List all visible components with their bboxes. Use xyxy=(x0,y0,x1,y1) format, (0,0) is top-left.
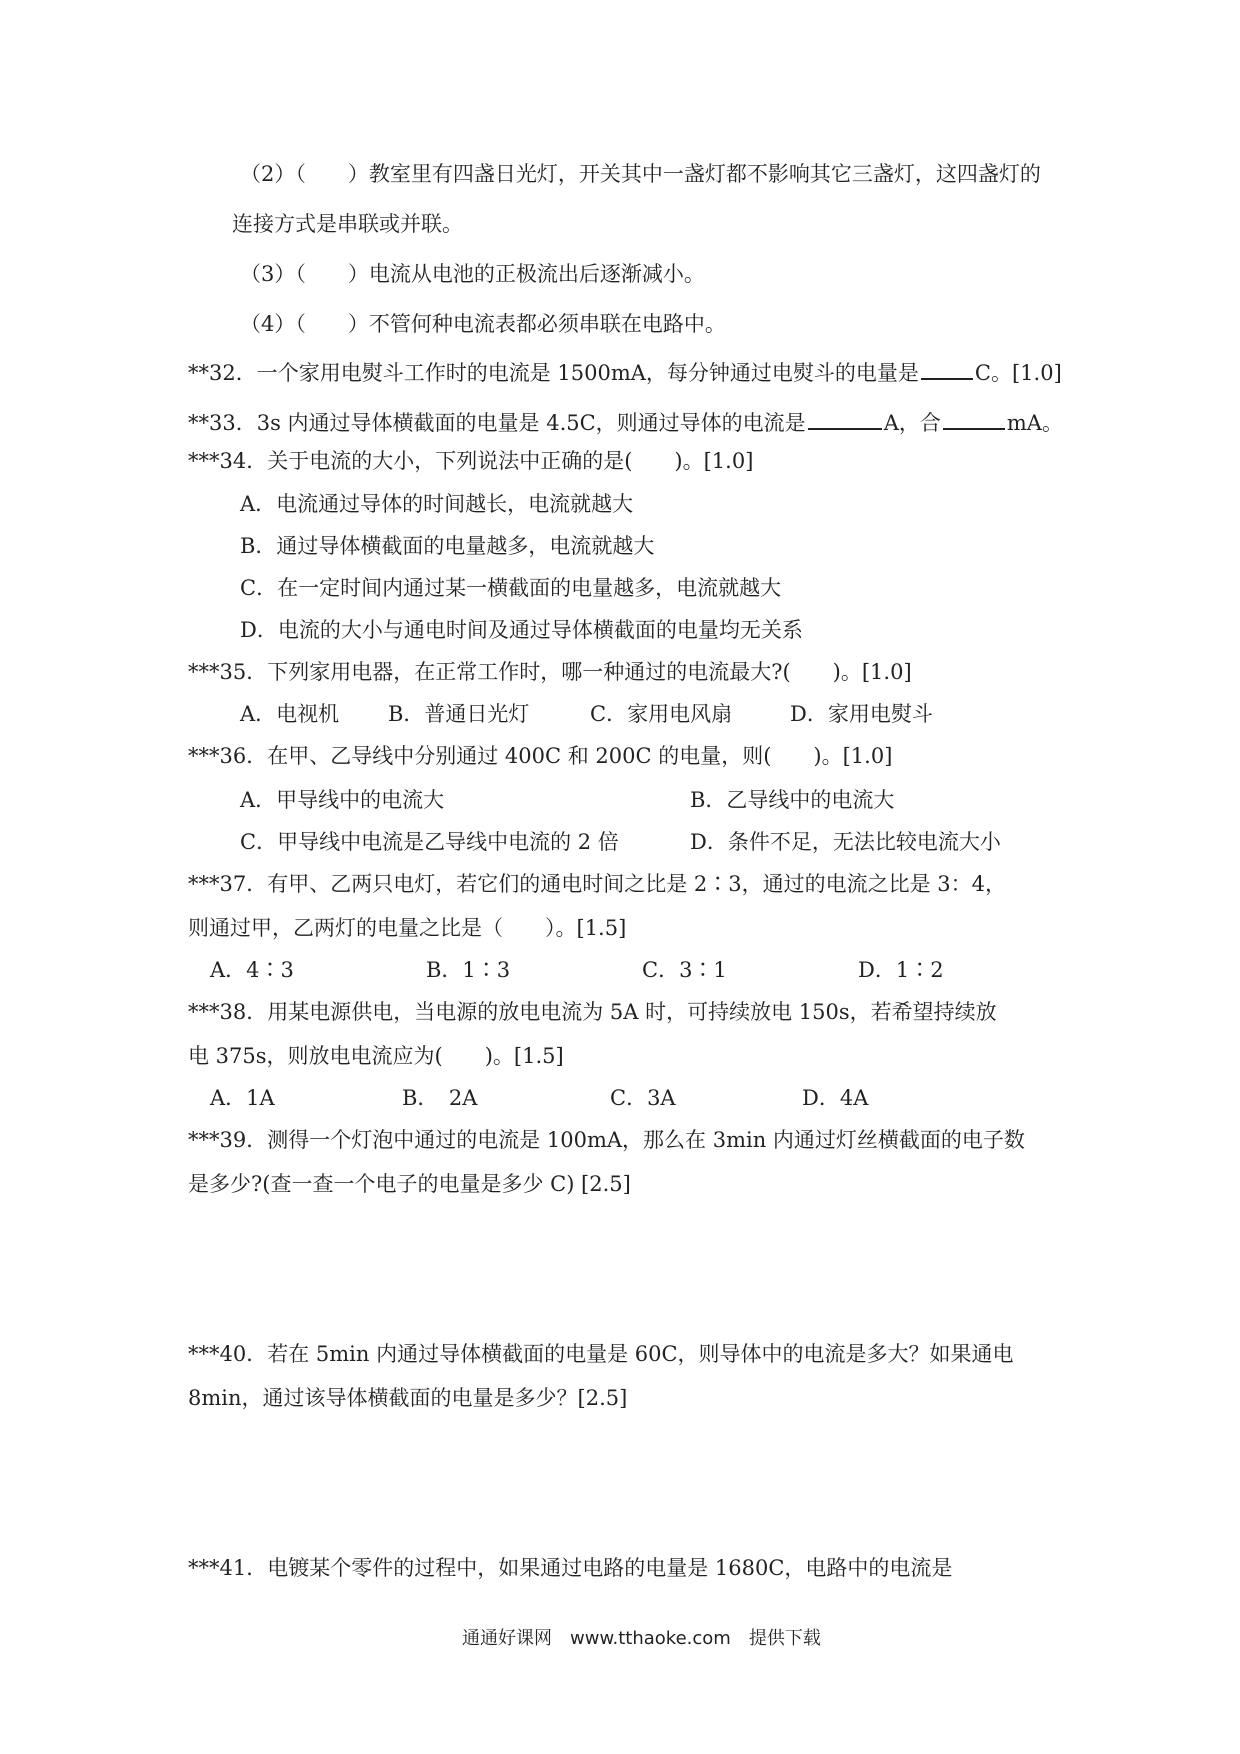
q32-answer-blank[interactable] xyxy=(921,358,973,380)
q35-stem: ***35．下列家用电器，在正常工作时，哪一种通过的电流最大?( )。[1.0] xyxy=(188,660,912,684)
q33-answer-blank-b[interactable] xyxy=(943,408,1005,430)
q38-stem-line1: ***38．用某电源供电，当电源的放电电流为 5A 时，可持续放电 150s，若希望持续放 xyxy=(188,1000,997,1024)
q38-option-b: B． 2A xyxy=(402,1086,478,1110)
q32-stem xyxy=(188,358,1062,387)
q34-option-d: D．电流的大小与通电时间及通过导体横截面的电量均无关系 xyxy=(240,618,803,642)
q39-stem-line1: ***39．测得一个灯泡中通过的电流是 100mA，那么在 3min 内通过灯丝横截面的电子数 xyxy=(188,1128,1025,1152)
q38-option-a: A．1A xyxy=(210,1086,275,1110)
q37-stem-line1: ***37．有甲、乙两只电灯，若它们的通电时间之比是 2∶3，通过的电流之比是 3：4， xyxy=(188,872,1007,896)
q31-item4: （4）（ ）不管何种电流表都必须串联在电路中。 xyxy=(240,312,726,336)
page-footer: 通通好课网 www.tthaoke.com 提供下载 xyxy=(462,1628,821,1649)
q36-option-b: B．乙导线中的电流大 xyxy=(690,788,895,812)
q36-stem: ***36．在甲、乙导线中分别通过 400C 和 200C 的电量，则( )。[1.0] xyxy=(188,744,893,768)
q33-text: **33．3s 内通过导体横截面的电量是 4.5C，则通过导体的电流是 xyxy=(188,411,806,435)
q33-mid: A，合 xyxy=(883,411,941,435)
q33-answer-blank-a[interactable] xyxy=(808,408,882,430)
q33-tail: mA。 xyxy=(1006,411,1063,435)
q37-option-c: C．3∶1 xyxy=(642,958,727,982)
q36-option-d: D．条件不足，无法比较电流大小 xyxy=(690,830,1001,854)
q36-option-a: A．甲导线中的电流大 xyxy=(240,788,445,812)
q38-option-d: D．4A xyxy=(802,1086,869,1110)
q39-stem-line2: 是多少?(查一查一个电子的电量是多少 C) [2.5] xyxy=(188,1172,631,1196)
q35-option-d: D．家用电熨斗 xyxy=(790,702,933,726)
q37-option-a: A．4∶3 xyxy=(210,958,294,982)
q40-stem-line1: ***40．若在 5min 内通过导体横截面的电量是 60C，则导体中的电流是多大？如果通电 xyxy=(188,1342,1014,1366)
q32-tail: C。[1.0] xyxy=(974,361,1062,385)
q34-option-b: B．通过导体横截面的电量越多，电流就越大 xyxy=(240,534,655,558)
q37-option-d: D．1∶2 xyxy=(858,958,944,982)
q35-option-b: B．普通日光灯 xyxy=(388,702,530,726)
q34-stem: ***34．关于电流的大小，下列说法中正确的是( )。[1.0] xyxy=(188,449,754,473)
q32-text: **32．一个家用电熨斗工作时的电流是 1500mA，每分钟通过电熨斗的电量是 xyxy=(188,361,919,385)
q31-item2-line2: 连接方式是串联或并联。 xyxy=(232,212,463,236)
q38-stem-line2: 电 375s，则放电电流应为( )。[1.5] xyxy=(188,1044,564,1068)
q35-option-a: A．电视机 xyxy=(240,702,340,726)
q38-option-c: C．3A xyxy=(610,1086,676,1110)
q31-item2-line1: （2）（ ）教室里有四盏日光灯，开关其中一盏灯都不影响其它三盏灯，这四盏灯的 xyxy=(240,162,1041,186)
q36-option-c: C．甲导线中电流是乙导线中电流的 2 倍 xyxy=(240,830,619,854)
q37-option-b: B．1∶3 xyxy=(426,958,511,982)
q41-stem-line1: ***41．电镀某个零件的过程中，如果通过电路的电量是 1680C，电路中的电流是 xyxy=(188,1556,953,1580)
q34-option-a: A．电流通过导体的时间越长，电流就越大 xyxy=(240,492,634,516)
q34-option-c: C．在一定时间内通过某一横截面的电量越多，电流就越大 xyxy=(240,576,782,600)
q37-stem-line2: 则通过甲，乙两灯的电量之比是（ ）。[1.5] xyxy=(188,916,627,940)
q31-item3: （3）（ ）电流从电池的正极流出后逐渐减小。 xyxy=(240,262,705,286)
q35-option-c: C．家用电风扇 xyxy=(590,702,733,726)
q33-stem xyxy=(188,408,1063,437)
q40-stem-line2: 8min，通过该导体横截面的电量是多少？[2.5] xyxy=(188,1386,628,1410)
